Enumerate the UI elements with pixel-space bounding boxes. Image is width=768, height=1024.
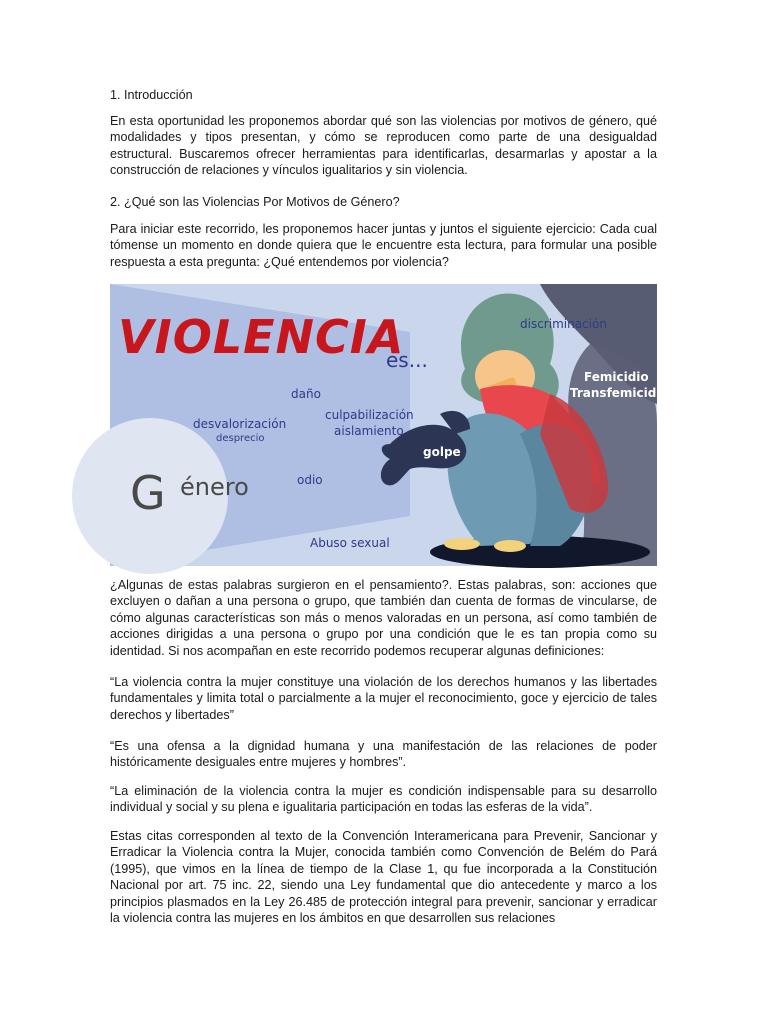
quote-2: “Es una ofensa a la dignidad humana y una manifestación de las relaciones de poder históricamente desiguales entre mujeres y hombres”. [110,739,657,770]
word-aislamiento: aislamiento [334,424,404,438]
word-abuso-sexual: Abuso sexual [310,536,390,550]
quote-1: “La violencia contra la mujer constituye una violación de los derechos humanos y las libertades fundamentales y limita total o parcialmente a la mujer el reconocimiento, goce y ejercicio de tales derechos y libertades” [110,675,657,722]
body-paragraph-1: ¿Algunas de estas palabras surgieron en el pensamiento?. Estas palabras, son: acciones que excluyen o dañan a una persona o grupo, que también dan cuenta de formas de vincularse, de cómo algunas características son más o menos valoradas en un persona, así como también de acciones dirigidas a una persona o grupo por una condición que le es tan propia como su identidad. Si nos acompañan en este recorrido podemos recuperar algunas definiciones: [110,578,657,658]
word-dano: daño [291,387,321,401]
genero-rest: énero [180,473,249,501]
quote-3: “La eliminación de la violencia contra la mujer es condición indispensable para su desarrollo individual y social y su plena e igualitaria participación en todas las esferas de la vida”. [110,784,657,815]
word-desprecio: desprecio [216,433,265,444]
violencia-title-suffix: es... [386,348,428,372]
word-transfemicidio: Transfemicidio [570,386,669,400]
word-odio: odio [297,473,323,487]
word-culpabilizacion: culpabilización [325,408,414,422]
body-paragraph-2: Estas citas corresponden al texto de la Convención Interamericana para Prevenir, Sancionar y Erradicar la Violencia contra la Mujer, conocida también como Convención de Belém do Pará (1995), que vimos en la línea de tiempo de la Clase 1, qu fue incorporada a la Constitución Nacional por art. 75 inc. 22, siendo una Ley fundamental que dio antecedente y marco a los principios plasmados en la Ley 26.485 de protección integral para prevenir, sancionar y erradicar la violencia contra las mujeres en los ámbitos en que desarrollen sus relaciones [110,829,657,926]
section-1-paragraph: En esta oportunidad les proponemos abordar qué son las violencias por motivos de género, qué modalidades y tipos presentan, y cómo se reproducen como parte de una desigualdad estructural. Buscaremos ofrecer herramientas para identificarlas, desarmarlas y apostar a la construcción de relaciones y vínculos igualitarios y sin violencia. [110,114,657,178]
section-2-heading: 2. ¿Qué son las Violencias Por Motivos de Género? [110,195,400,209]
word-golpe: golpe [423,445,461,459]
section-2-paragraph: Para iniciar este recorrido, les proponemos hacer juntas y juntos el siguiente ejercicio: Cada cual tómense un momento en donde quiera que le encuentre esta lectura, para formular una posible respuesta a esta pregunta: ¿Qué entendemos por violencia? [110,222,657,269]
word-femicidio: Femicidio [584,370,649,384]
violencia-title: VIOLENCIA [118,310,405,364]
word-discriminacion: discriminación [520,317,607,331]
word-desvalorizacion: desvalorización [193,417,287,431]
violencia-illustration [110,284,669,566]
genero-initial: G [130,466,166,520]
section-1-heading: 1. Introducción [110,88,193,102]
